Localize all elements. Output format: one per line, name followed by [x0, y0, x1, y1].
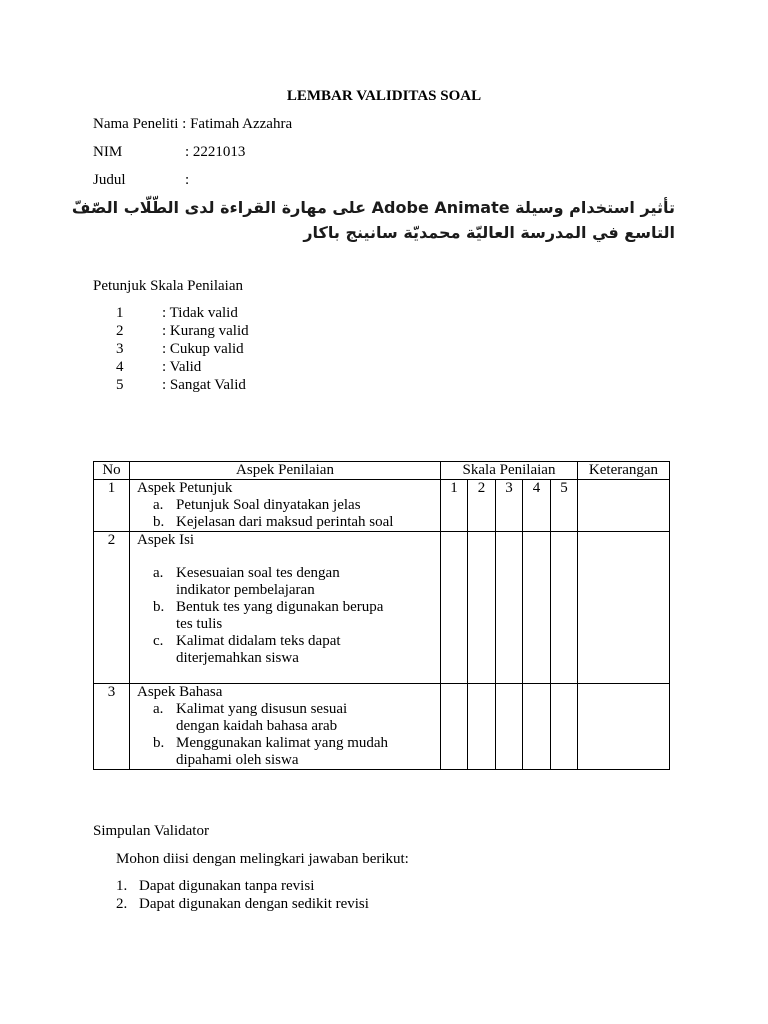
item-marker: b. [153, 599, 165, 615]
arabic-title-line-1: تأثير استخدام وسيلة Adobe Animate على مهارة القراءة لدى الطّلّاب الصّفّ [71, 198, 675, 217]
aspect-title: Aspek Petunjuk [137, 480, 233, 496]
item-marker: a. [153, 497, 164, 513]
aspect-item [130, 565, 440, 599]
scale-number: 3 [116, 341, 124, 357]
scale-guide-item [116, 304, 249, 322]
scale-cell[interactable]: 3 [496, 480, 523, 532]
scale-label: : Sangat Valid [162, 377, 246, 393]
judul-label: Judul [93, 172, 126, 188]
table-row [94, 480, 670, 532]
scale-label: : Kurang valid [162, 323, 249, 339]
scale-guide-list [116, 304, 249, 394]
arabic-title-line-2: التاسع في المدرسة العاليّة محمديّة سانينج باكار [303, 223, 675, 242]
table-row [94, 532, 670, 684]
scale-cell[interactable] [468, 532, 496, 684]
nim-label: NIM [93, 144, 123, 160]
row-number: 3 [94, 684, 130, 770]
row-number: 2 [94, 532, 130, 684]
item-marker: a. [153, 565, 164, 581]
scale-cell[interactable]: 5 [551, 480, 578, 532]
scale-cell[interactable]: 2 [468, 480, 496, 532]
table-header-row [94, 462, 670, 480]
scale-guide-item [116, 322, 249, 340]
item-marker: c. [153, 633, 164, 649]
item-text: Kalimat didalam teks dapat diterjemahkan siswa [176, 633, 341, 666]
scale-label: : Tidak valid [162, 305, 238, 321]
assessment-table [93, 461, 670, 770]
scale-cell[interactable] [496, 532, 523, 684]
scale-guide-item [116, 340, 249, 358]
scale-guide-item [116, 358, 249, 376]
scale-cell[interactable] [551, 532, 578, 684]
option-text: Dapat digunakan dengan sedikit revisi [139, 896, 369, 912]
aspect-item [130, 514, 440, 531]
aspect-item [130, 735, 440, 769]
keterangan-cell[interactable] [578, 684, 670, 770]
aspect-item [130, 497, 440, 514]
item-text: Kesesuaian soal tes dengan indikator pembelajaran [176, 565, 340, 598]
scale-number: 4 [116, 359, 124, 375]
aspect-cell [130, 684, 441, 770]
item-text: Bentuk tes yang digunakan berupa tes tulis [176, 599, 384, 632]
scale-cell[interactable]: 4 [523, 480, 551, 532]
item-marker: a. [153, 701, 164, 717]
scale-guide-item [116, 376, 249, 394]
conclusion-instruction: Mohon diisi dengan melingkari jawaban berikut: [116, 851, 409, 867]
table-row [94, 684, 670, 770]
item-text: Kejelasan dari maksud perintah soal [176, 514, 394, 530]
scale-cell[interactable] [551, 684, 578, 770]
scale-number: 1 [116, 305, 124, 321]
item-marker: b. [153, 735, 165, 751]
header-keterangan: Keterangan [578, 462, 670, 480]
aspect-title: Aspek Bahasa [137, 684, 223, 700]
scale-cell[interactable] [441, 532, 468, 684]
aspect-cell [130, 480, 441, 532]
item-text: Petunjuk Soal dinyatakan jelas [176, 497, 361, 513]
item-text: Kalimat yang disusun sesuai dengan kaidah bahasa arab [176, 701, 348, 734]
scale-guide-heading: Petunjuk Skala Penilaian [93, 278, 243, 294]
researcher-label: Nama Peneliti [93, 116, 179, 132]
scale-number: 2 [116, 323, 124, 339]
aspect-title: Aspek Isi [137, 532, 195, 548]
scale-cell[interactable] [523, 532, 551, 684]
page-title: LEMBAR VALIDITAS SOAL [286, 88, 482, 104]
scale-cell[interactable] [441, 684, 468, 770]
scale-number: 5 [116, 377, 124, 393]
aspect-cell [130, 532, 441, 684]
scale-label: : Valid [162, 359, 202, 375]
judul-value: : [185, 172, 190, 188]
scale-label: : Cukup valid [162, 341, 244, 357]
header-skala: Skala Penilaian [441, 462, 578, 480]
aspect-item [130, 701, 440, 735]
researcher-value: : Fatimah Azzahra [182, 116, 293, 132]
keterangan-cell[interactable] [578, 532, 670, 684]
row-number: 1 [94, 480, 130, 532]
aspect-item [130, 599, 440, 633]
item-marker: b. [153, 514, 165, 530]
spacer [130, 549, 440, 565]
scale-cell[interactable] [523, 684, 551, 770]
aspect-item [130, 633, 440, 667]
option-number: 2. [116, 896, 128, 912]
scale-cell[interactable]: 1 [441, 480, 468, 532]
researcher-line [93, 115, 292, 133]
header-no: No [94, 462, 130, 480]
option-text: Dapat digunakan tanpa revisi [139, 878, 315, 894]
item-text: Menggunakan kalimat yang mudah dipahami oleh siswa [176, 735, 389, 768]
scale-cell[interactable] [468, 684, 496, 770]
conclusion-heading: Simpulan Validator [93, 823, 209, 839]
keterangan-cell[interactable] [578, 480, 670, 532]
header-aspek: Aspek Penilaian [130, 462, 441, 480]
conclusion-option[interactable] [116, 877, 369, 895]
conclusion-options [116, 877, 369, 913]
nim-value: : 2221013 [185, 144, 246, 160]
option-number: 1. [116, 878, 128, 894]
conclusion-option[interactable] [116, 895, 369, 913]
scale-cell[interactable] [496, 684, 523, 770]
